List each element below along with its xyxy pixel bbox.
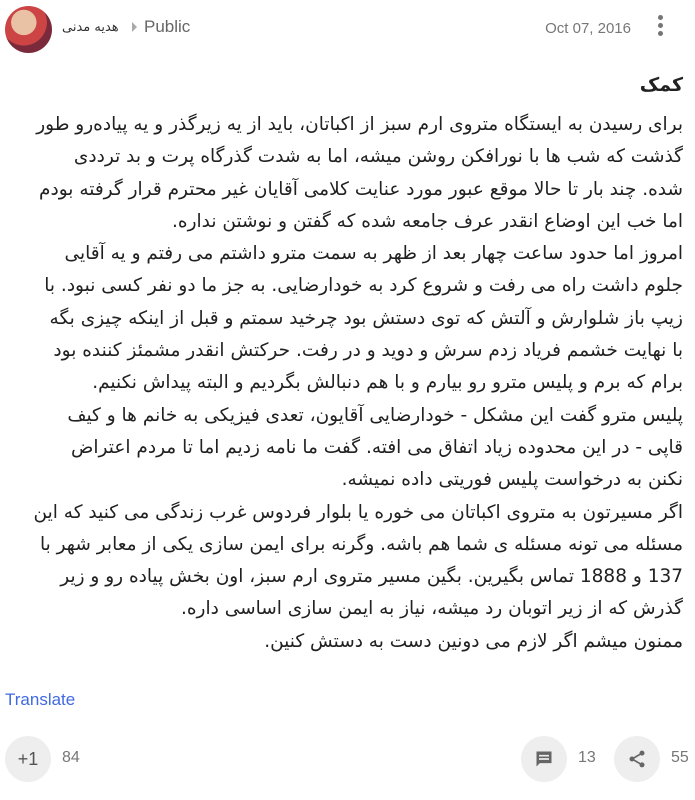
post-text-line: گذشت که شب ها با نورافکن روشن میشه، اما به شدت گذرگاه پرت و بد ترددی <box>73 146 683 168</box>
translate-link[interactable]: Translate <box>5 690 76 709</box>
post-text-line: برام که برم و پلیس مترو رو بیارم و با هم دنبالش بگردیم و البته پیداش نکنیم. <box>92 372 683 394</box>
post-date: Oct 07, 2016 <box>545 20 631 37</box>
post-text-line: امروز اما حدود ساعت چهار بعد از ظهر به سمت مترو داشتم می رفتم و یه آقایی <box>64 243 683 265</box>
comment-button[interactable] <box>521 736 567 782</box>
author-name[interactable]: هدیه مدنی <box>62 20 119 35</box>
post-text-line: برای رسیدن به ایستگاه متروی ارم سبز از اکباتان، باید از یه زیرگذر و یه پیاده‌رو طور <box>36 114 683 135</box>
post-text-line: نکنن به درخواست پلیس فوریتی داده نمیشه. <box>341 469 683 491</box>
post-text-line: اما خب این اوضاع انقدر عرف جامعه شده که گفتن و نوشتن نداره. <box>172 210 683 232</box>
plus-one-count: 84 <box>62 749 80 766</box>
plus-one-button[interactable]: +1 <box>5 736 51 782</box>
share-icon <box>627 749 647 769</box>
post-text-line: اگر مسیرتون به متروی اکباتان می خوره یا بلوار فردوس غرب زندگی می کنید که این <box>33 501 683 523</box>
comment-icon <box>534 749 554 769</box>
post-text-line: جلوم داشت راه می رفت و شروع کرد به خودارضایی. به جز ما دو نفر کسی نبود. با <box>44 275 683 297</box>
post-text-line: گذرش که از زیر اتوبان رد میشه، نیاز به ایمن سازی اساسی داره. <box>180 598 683 620</box>
post-text-line: قاپی - در این محدوده زیاد اتفاق می افته. گفت ما نامه زدیم اما تا مردم اعتراض <box>71 436 683 458</box>
post-text-line: زیپ باز شلوارش و آلتش که توی دستش بود چرخید سمتم و قبل از اینکه چیزی بگه <box>49 307 683 329</box>
post-text-line: ممنون میشم اگر لازم می دونین دست به دستش کنین. <box>264 630 683 652</box>
visibility-label: Public <box>144 17 191 36</box>
post-text-line: با نهایت خشمم فریاد زدم سرش و دوید و در رفت. حرکتش انقدر مشمئز کننده بود <box>53 340 683 362</box>
post-text-line: شده. چند بار تا حالا موقع عبور مورد عنایت کلامی آقایان غیر محترم قرار گرفته بودم <box>39 178 683 200</box>
post-title: کمک <box>639 74 683 96</box>
share-count: 55 <box>671 749 689 766</box>
post-text-line: مسئله می تونه مسئله ی شما هم باشه. وگرنه برای ایمن سازی یکی از معابر شهر با <box>39 533 683 555</box>
post-text-line: 137 و 1888 تماس بگیرین. بگین مسیر متروی ارم سبز، اون بخش پیاده رو و زیر <box>60 566 683 588</box>
post-body <box>3 109 683 658</box>
avatar[interactable] <box>5 6 52 53</box>
share-button[interactable] <box>614 736 660 782</box>
caret-right-icon <box>132 22 137 32</box>
comment-count: 13 <box>578 749 596 766</box>
post-text-line: پلیس مترو گفت این مشکل - خودارضایی آقایون، تعدی فیزیکی به خانم ها و کیف <box>67 404 683 426</box>
post-header <box>0 0 695 60</box>
more-options-icon[interactable] <box>655 15 665 41</box>
